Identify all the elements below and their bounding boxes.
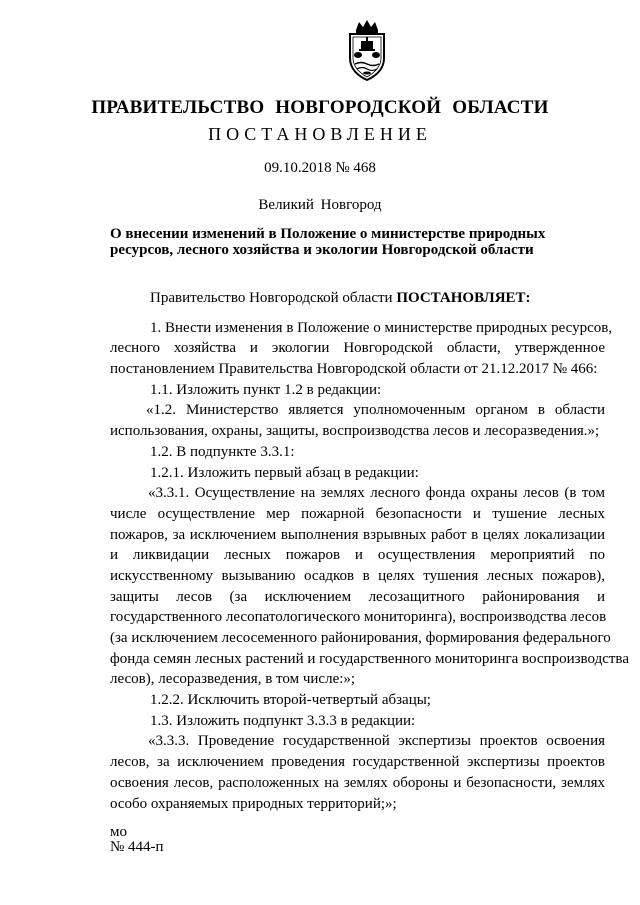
body-line: освоения лесов, расположенных на землях обороны и безопасности, землях	[110, 774, 605, 791]
body-line: 1. Внести изменения в Положение о министерстве природных ресурсов,	[150, 319, 613, 336]
body-line: постановлением Правительства Новгородской области от 21.12.2017 № 466:	[110, 361, 598, 378]
body-line: 1.3. Изложить подпункт 3.3.3 в редакции:	[150, 712, 416, 729]
preamble-keyword: ПОСТАНОВЛЯЕТ:	[396, 290, 531, 306]
document-subject	[110, 226, 546, 258]
footer-initials: мо	[110, 824, 127, 840]
body-line: государственного лесопатологического мониторинга), воспроизводства лесов	[110, 609, 607, 626]
document-date-number: 09.10.2018 № 468	[264, 160, 376, 176]
body-line: фонда семян лесных растений и государственного мониторинга воспроизводства	[110, 650, 629, 667]
body-line: 1.2.2. Исключить второй-четвертый абзацы;	[150, 692, 431, 709]
body-line: лесов), лесоразведения, в том числе:»;	[110, 671, 356, 688]
body-line: особо охраняемых природных территорий;»;	[110, 795, 397, 812]
body-line: «3.3.3. Проведение государственной экспертизы проектов освоения	[148, 733, 605, 750]
body-line: лесов, за исключением проведения государственной экспертизы проектов	[110, 754, 605, 771]
document-body	[110, 288, 629, 814]
subject-line: О внесении изменений в Положение о министерстве природных	[110, 226, 546, 242]
preamble	[110, 288, 605, 309]
body-line: «3.3.1. Осуществление на землях лесного фонда охраны лесов (в том	[148, 485, 605, 502]
novgorod-coat-of-arms-icon	[342, 20, 392, 82]
body-line: числе осуществление мер пожарной безопасности и тушение лесных	[110, 505, 605, 522]
footer-number: № 444-п	[110, 839, 164, 855]
preamble-text: Правительство Новгородской области	[150, 290, 397, 306]
body-line: 1.1. Изложить пункт 1.2 в редакции:	[150, 381, 382, 398]
government-title: ПРАВИТЕЛЬСТВО НОВГОРОДСКОЙ ОБЛАСТИ	[91, 97, 549, 118]
body-line: использования, охраны, защиты, воспроизводства лесов и лесоразведения.»;	[110, 423, 600, 440]
body-line: (за исключением лесосеменного районирования, формирования федерального	[110, 630, 611, 646]
body-line: и ликвидации лесных пожаров и осуществления мероприятий по	[110, 547, 605, 564]
body-line: лесного хозяйства и экологии Новгородской области, утвержденное	[110, 340, 605, 357]
body-line: пожаров, за исключением выполнения взрывных работ в целях локализации	[110, 526, 605, 543]
body-line: защиты лесов (за исключением лесозащитного районирования и	[110, 588, 605, 605]
document-place: Великий Новгород	[258, 197, 382, 213]
body-line: 1.2.1. Изложить первый абзац в редакции:	[150, 464, 419, 481]
body-line: искусственному вызыванию осадков в целях тушения лесных пожаров),	[110, 567, 605, 584]
body-line: 1.2. В подпункте 3.3.1:	[150, 443, 295, 460]
document-type: ПОСТАНОВЛЕНИЕ	[208, 124, 432, 144]
subject-line: ресурсов, лесного хозяйства и экологии Новгородской области	[110, 242, 534, 258]
document-footer	[110, 825, 164, 855]
body-line: «1.2. Министерство является уполномоченным органом в области	[146, 402, 605, 419]
